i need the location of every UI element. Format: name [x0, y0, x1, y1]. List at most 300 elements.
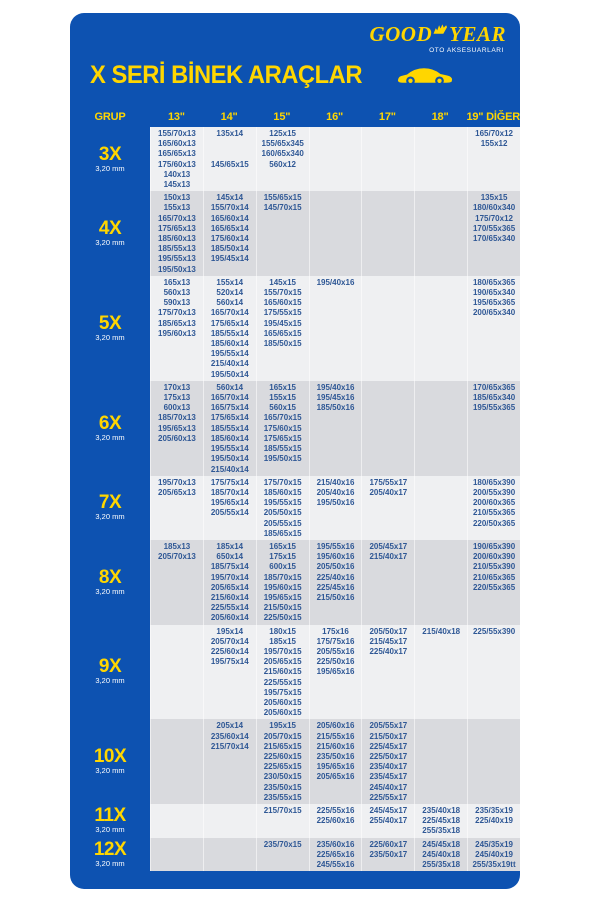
tire-size: 195/50x15	[263, 454, 302, 464]
tire-size: 245/45x17	[369, 806, 408, 815]
tire-size: 195/70x13	[158, 477, 196, 487]
tire-size: 185/60x14	[210, 339, 249, 349]
tire-size: 195/65x13	[158, 423, 196, 433]
table-row-11x	[70, 804, 520, 838]
tire-size: 225/60x16	[316, 816, 355, 826]
tire-size: 165x15	[269, 541, 296, 551]
group-label-7x	[70, 476, 150, 540]
cell-10x-col4	[309, 719, 362, 804]
tire-size: 205/70x14	[210, 636, 249, 646]
tire-size: 195/70x14	[210, 572, 249, 582]
tire-size: 155/70x13	[158, 129, 196, 138]
tire-size: 175/75x16	[316, 636, 355, 646]
tire-size: 225/60x17	[369, 839, 408, 849]
tire-size: 165x13	[163, 277, 191, 287]
title-row	[70, 57, 520, 93]
tire-size: 145x14	[216, 193, 244, 203]
tire-size: 195/45x16	[316, 393, 355, 403]
column-header-3: 15"	[273, 110, 291, 123]
tire-size: 195/55x14	[210, 349, 249, 359]
cell-7x-col6	[414, 476, 467, 540]
cell-4x-col1	[150, 191, 203, 276]
tire-size: 235/55x15	[263, 792, 302, 802]
tire-size: 175/55x17	[369, 477, 408, 487]
tire-size: 175/60x13	[158, 159, 196, 169]
group-thickness: 3,20 mm	[95, 432, 125, 442]
tire-size: 255/40x17	[369, 816, 408, 826]
tire-size: 215/40x14	[210, 359, 249, 369]
cell-6x-col5	[361, 381, 414, 476]
tire-size: 225/50x17	[369, 751, 408, 761]
cell-4x-col3	[256, 191, 309, 276]
tire-size: 195/60x13	[158, 328, 196, 338]
group-label-10x	[70, 719, 150, 804]
tire-size: 185/50x14	[210, 244, 249, 254]
tire-size: 185/70x14	[210, 487, 249, 497]
tire-size: 205x14	[216, 721, 244, 731]
column-header-7: 19" DİĞER	[466, 110, 520, 123]
cell-7x-col1	[150, 476, 203, 540]
tire-size: 185/70x13	[158, 413, 196, 423]
cell-10x-col2	[203, 719, 256, 804]
tire-size: 195/50x16	[316, 498, 355, 508]
tire-size: 520x14	[216, 288, 244, 298]
tire-size: 195x14	[216, 626, 244, 636]
tire-size: 215/50x17	[369, 731, 408, 741]
cell-9x-col7	[467, 625, 520, 720]
table-row-4x	[70, 191, 520, 276]
tire-size: 235/40x17	[369, 762, 408, 772]
tire-size: 165/60x14	[210, 213, 249, 223]
tire-size: 185/60x15	[263, 487, 302, 497]
logo-subtitle: OTO AKSESUARLARI	[429, 47, 504, 54]
cell-6x-col3	[256, 381, 309, 476]
cell-3x-col4	[309, 127, 362, 191]
tire-size: 145x15	[269, 277, 296, 287]
tire-size: 225/45x17	[369, 741, 408, 751]
wingfoot-icon	[433, 22, 448, 40]
tire-size: 225/55x14	[210, 603, 249, 613]
tire-size: 235/40x18	[422, 806, 461, 815]
tire-size: 185/55x14	[210, 328, 249, 338]
tire-size: 135x14	[216, 129, 244, 138]
tire-size: 195/50x13	[158, 264, 196, 274]
table-row-8x	[70, 540, 520, 625]
group-name: 11X	[94, 805, 126, 827]
tire-size: 170/65x365	[472, 382, 516, 392]
tire-size: 225/50x16	[316, 657, 355, 667]
tire-size: 185x13	[163, 541, 191, 551]
tire-size: 245/45x18	[422, 839, 461, 849]
tire-size: 205/55x14	[210, 508, 249, 518]
tire-size: 205/60x15	[263, 708, 302, 718]
cell-5x-col4	[309, 276, 362, 381]
tire-size: 200/60x390	[472, 552, 516, 562]
group-name: 3X	[98, 143, 122, 165]
tire-size: 195/55x16	[316, 541, 355, 551]
cell-12x-col7	[467, 838, 520, 872]
cell-12x-col2	[203, 838, 256, 872]
tire-size: 175/65x15	[263, 433, 302, 443]
group-name: 7X	[98, 492, 122, 514]
group-name: 8X	[98, 566, 122, 588]
cell-4x-col2	[203, 191, 256, 276]
tire-size: 195/55x15	[263, 498, 302, 508]
cell-3x-col5	[361, 127, 414, 191]
tire-size: 195/45x14	[210, 254, 249, 264]
tire-size: 175/75x14	[210, 477, 249, 487]
tire-size: 225/65x16	[316, 849, 355, 859]
group-label-9x	[70, 625, 150, 720]
cell-12x-col4	[309, 838, 362, 872]
cell-7x-col7	[467, 476, 520, 540]
tire-size: 195/75x14	[210, 657, 249, 667]
cell-4x-col6	[414, 191, 467, 276]
cell-11x-col5	[361, 804, 414, 838]
tire-size: 220/55x365	[472, 582, 516, 592]
cell-6x-col1	[150, 381, 203, 476]
table-row-3x	[70, 127, 520, 191]
tire-size: 235/60x16	[316, 839, 355, 849]
tire-size: 175x13	[163, 393, 191, 403]
cell-5x-col5	[361, 276, 414, 381]
tire-size: 155x12	[480, 139, 508, 149]
tire-size: 235/70x15	[263, 839, 302, 849]
tire-size: 225/55x390	[472, 626, 516, 636]
cell-11x-col7	[467, 804, 520, 838]
tire-size: 210/65x365	[472, 572, 516, 582]
tire-size: 135x15	[480, 193, 508, 203]
cell-5x-col6	[414, 276, 467, 381]
tire-size: 210/55x365	[472, 508, 516, 518]
cell-8x-col1	[150, 540, 203, 625]
tire-size: 175x15	[269, 552, 296, 562]
tire-size: 205/60x16	[316, 721, 355, 731]
tire-size: 560x14	[216, 298, 244, 308]
tire-size: 245/35x19	[475, 839, 513, 849]
table-row-9x	[70, 625, 520, 720]
group-label-5x	[70, 276, 150, 381]
cell-9x-col6	[414, 625, 467, 720]
tire-size: 560x13	[163, 288, 191, 298]
tire-size: 195/60x16	[316, 552, 355, 562]
tire-size: 185/55x13	[158, 244, 196, 254]
cell-12x-col1	[150, 838, 203, 872]
tire-size: 245/40x19	[475, 849, 513, 859]
tire-size: 195/65x15	[263, 592, 302, 602]
tire-size: 235/35x19	[475, 806, 513, 815]
tire-size: 560x14	[216, 382, 244, 392]
group-thickness: 3,20 mm	[95, 858, 125, 868]
tire-size: 180x15	[269, 626, 296, 636]
group-name: 12X	[93, 838, 127, 860]
tire-size: 165/65x14	[210, 223, 249, 233]
cell-8x-col7	[467, 540, 520, 625]
tire-size: 195/65x16	[316, 667, 355, 677]
table-header	[70, 106, 520, 127]
cell-5x-col2	[203, 276, 256, 381]
tire-size: 155/70x14	[210, 203, 249, 213]
cell-8x-col2	[203, 540, 256, 625]
tire-size: 200/60x365	[472, 498, 516, 508]
tire-size: 225/45x16	[316, 582, 355, 592]
logo-word-good: GOOD	[369, 22, 433, 46]
group-name: 5X	[98, 312, 122, 334]
tire-size: 175/70x13	[158, 308, 196, 318]
car-icon	[396, 62, 454, 88]
cell-10x-col5	[361, 719, 414, 804]
tire-size: 155/70x15	[263, 288, 302, 298]
tire-size: 150x13	[163, 193, 191, 203]
tire-size: 205/50x17	[369, 626, 408, 636]
tire-size: 205/40x17	[369, 487, 408, 497]
tire-size: 225/60x14	[210, 646, 249, 656]
tire-size: 145/65x15	[210, 159, 249, 169]
tire-size: 155x14	[216, 277, 244, 287]
group-name: 4X	[98, 218, 122, 240]
tire-size: 170/55x365	[472, 223, 516, 233]
tire-size: 180/65x390	[472, 477, 516, 487]
tire-size: 185/55x15	[263, 444, 302, 454]
cell-9x-col4	[309, 625, 362, 720]
group-name: 6X	[98, 412, 122, 434]
tire-size: 225/65x15	[263, 762, 302, 772]
tire-size: 185x15	[269, 636, 296, 646]
logo-word-year: YEAR	[449, 22, 506, 46]
tire-size: 205/40x16	[316, 487, 355, 497]
tire-size: 650x14	[216, 552, 244, 562]
tire-size: 225/55x16	[316, 806, 355, 815]
tire-size: 205/60x13	[158, 433, 196, 443]
group-thickness: 3,20 mm	[95, 766, 125, 776]
tire-size: 215/55x16	[316, 731, 355, 741]
cell-11x-col6	[414, 804, 467, 838]
tire-size: 165/75x14	[210, 403, 249, 413]
tire-size: 175/55x15	[263, 308, 302, 318]
table-row-10x	[70, 719, 520, 804]
column-header-grup: GRUP	[94, 110, 126, 123]
tire-size: 195x15	[269, 721, 296, 731]
cell-6x-col6	[414, 381, 467, 476]
tire-size: 165/70x12	[475, 129, 513, 138]
goodyear-wordmark	[369, 22, 506, 46]
goodyear-logo	[70, 22, 506, 54]
group-name: 9X	[98, 656, 122, 678]
group-thickness: 3,20 mm	[95, 586, 125, 596]
cell-12x-col5	[361, 838, 414, 872]
cell-3x-col3	[256, 127, 309, 191]
tire-size: 205/55x17	[369, 721, 408, 731]
tire-size: 590x13	[163, 298, 191, 308]
tire-size: 205/50x15	[263, 508, 302, 518]
tire-size: 185/65x13	[158, 318, 196, 328]
cell-12x-col3	[256, 838, 309, 872]
tire-size: 205/65x13	[158, 487, 196, 497]
tire-size: 175/65x14	[210, 318, 249, 328]
tire-size: 205/60x15	[263, 697, 302, 707]
tire-size: 185/65x340	[472, 393, 516, 403]
tire-size: 165/70x14	[210, 393, 249, 403]
tire-size: 245/40x17	[369, 782, 408, 792]
table-row-6x	[70, 381, 520, 476]
tire-size: 145x13	[163, 180, 191, 190]
tire-size: 175/60x14	[210, 234, 249, 244]
cell-9x-col1	[150, 625, 203, 720]
tire-size: 230/50x15	[263, 772, 302, 782]
cell-9x-col2	[203, 625, 256, 720]
tire-size: 235/50x17	[369, 849, 408, 859]
tire-size: 245/40x18	[422, 849, 461, 859]
group-thickness: 3,20 mm	[95, 163, 125, 173]
tire-size: 225/60x15	[263, 751, 302, 761]
tire-size	[204, 149, 256, 159]
tire-size: 165/60x15	[263, 298, 302, 308]
tire-size: 215/40x18	[422, 626, 461, 636]
tire-size: 225/55x17	[369, 792, 408, 802]
cell-3x-col2	[203, 127, 256, 191]
tire-size: 600x13	[163, 403, 191, 413]
tire-size: 185/55x14	[210, 423, 249, 433]
tire-size: 205/50x16	[316, 562, 355, 572]
group-thickness: 3,20 mm	[95, 676, 125, 686]
tire-size: 195/50x14	[210, 454, 249, 464]
tire-size: 195/75x15	[263, 687, 302, 697]
tire-size: 255/35x19tt	[472, 860, 516, 870]
tire-size: 190/65x340	[472, 288, 516, 298]
column-header-5: 17"	[378, 110, 396, 123]
tire-size	[204, 139, 256, 149]
group-thickness: 3,20 mm	[95, 238, 125, 248]
tire-size: 205/70x15	[263, 731, 302, 741]
cell-3x-col6	[414, 127, 467, 191]
tire-size: 185/60x13	[158, 234, 196, 244]
cell-8x-col6	[414, 540, 467, 625]
tire-size: 215/40x14	[210, 464, 249, 474]
cell-5x-col7	[467, 276, 520, 381]
tire-size: 165/70x15	[263, 413, 302, 423]
group-label-6x	[70, 381, 150, 476]
tire-size: 215/60x15	[263, 667, 302, 677]
tire-size: 185/70x15	[263, 572, 302, 582]
tire-size: 215/40x17	[369, 552, 408, 562]
cell-10x-col7	[467, 719, 520, 804]
tire-size: 200/55x390	[472, 487, 516, 497]
tire-size: 255/35x18	[422, 826, 461, 836]
tire-size: 175x16	[322, 626, 349, 636]
column-header-1: 13"	[167, 110, 185, 123]
tire-size: 205/65x15	[263, 657, 302, 667]
tire-size: 155/65x345	[261, 139, 304, 149]
tire-size: 205/55x16	[316, 646, 355, 656]
cell-11x-col3	[256, 804, 309, 838]
table-row-7x	[70, 476, 520, 540]
tire-size: 215/60x14	[210, 592, 249, 602]
cell-6x-col7	[467, 381, 520, 476]
tire-size: 195/55x365	[472, 403, 516, 413]
tire-size: 165/60x13	[158, 139, 196, 149]
group-label-12x	[70, 838, 150, 872]
tire-size: 185/75x14	[210, 562, 249, 572]
tire-size: 125x15	[269, 129, 296, 138]
tire-size: 180/60x340	[472, 203, 516, 213]
cell-8x-col4	[309, 540, 362, 625]
tire-size: 205/70x13	[158, 552, 196, 562]
tire-size: 225/40x16	[316, 572, 355, 582]
table-row-12x	[70, 838, 520, 872]
cell-11x-col1	[150, 804, 203, 838]
tire-size: 155x13	[163, 203, 191, 213]
table-body	[70, 127, 520, 871]
tire-size: 195/45x15	[263, 318, 302, 328]
group-thickness: 3,20 mm	[95, 332, 125, 342]
tire-size: 195/65x365	[472, 298, 516, 308]
tire-size: 145/70x15	[263, 203, 302, 213]
group-label-4x	[70, 191, 150, 276]
column-header-6: 18"	[431, 110, 449, 123]
tire-size: 175/65x13	[158, 223, 196, 233]
tire-size: 600x15	[269, 562, 296, 572]
tire-size: 235/45x17	[369, 772, 408, 782]
cell-7x-col4	[309, 476, 362, 540]
table-row-5x	[70, 276, 520, 381]
tire-size: 195/65x14	[210, 498, 249, 508]
tire-size: 215/40x16	[316, 477, 355, 487]
tire-size: 255/35x18	[422, 860, 461, 870]
tire-size: 215/70x14	[210, 741, 249, 751]
group-thickness: 3,20 mm	[95, 512, 125, 522]
tire-size: 215/60x16	[316, 741, 355, 751]
group-thickness: 3,20 mm	[95, 825, 125, 835]
cell-11x-col4	[309, 804, 362, 838]
cell-8x-col5	[361, 540, 414, 625]
tire-size: 215/45x17	[369, 636, 408, 646]
cell-4x-col5	[361, 191, 414, 276]
cell-10x-col6	[414, 719, 467, 804]
cell-7x-col5	[361, 476, 414, 540]
tire-size: 205/60x14	[210, 613, 249, 623]
tire-size: 235/50x15	[263, 782, 302, 792]
tire-size: 165/70x14	[210, 308, 249, 318]
cell-7x-col2	[203, 476, 256, 540]
tire-size: 225/55x15	[263, 677, 302, 687]
tire-size: 560x15	[269, 403, 296, 413]
tire-size: 160/65x340	[261, 149, 304, 159]
tire-size: 185/65x15	[263, 528, 302, 538]
tire-size: 195/40x16	[316, 277, 355, 287]
cell-3x-col7	[467, 127, 520, 191]
group-label-8x	[70, 540, 150, 625]
catalog-card	[70, 13, 520, 889]
tire-size: 155x15	[269, 393, 296, 403]
tire-size: 205/55x15	[263, 518, 302, 528]
cell-7x-col3	[256, 476, 309, 540]
tire-size: 170x13	[163, 382, 191, 392]
tire-size: 195/55x13	[158, 254, 196, 264]
tire-size: 220/50x365	[472, 518, 516, 528]
tire-size: 215/65x15	[263, 741, 302, 751]
tire-size: 185/50x15	[263, 339, 302, 349]
tire-size: 195/40x16	[316, 382, 355, 392]
tire-size: 175/65x14	[210, 413, 249, 423]
tire-size: 180/65x365	[472, 277, 516, 287]
tire-size: 195/70x15	[263, 646, 302, 656]
tire-size: 215/70x15	[263, 806, 302, 815]
tire-size: 200/65x340	[472, 308, 516, 318]
cell-9x-col5	[361, 625, 414, 720]
tire-size: 195/65x16	[316, 762, 355, 772]
tire-size: 210/55x390	[472, 562, 516, 572]
tire-size: 560x12	[269, 159, 296, 169]
